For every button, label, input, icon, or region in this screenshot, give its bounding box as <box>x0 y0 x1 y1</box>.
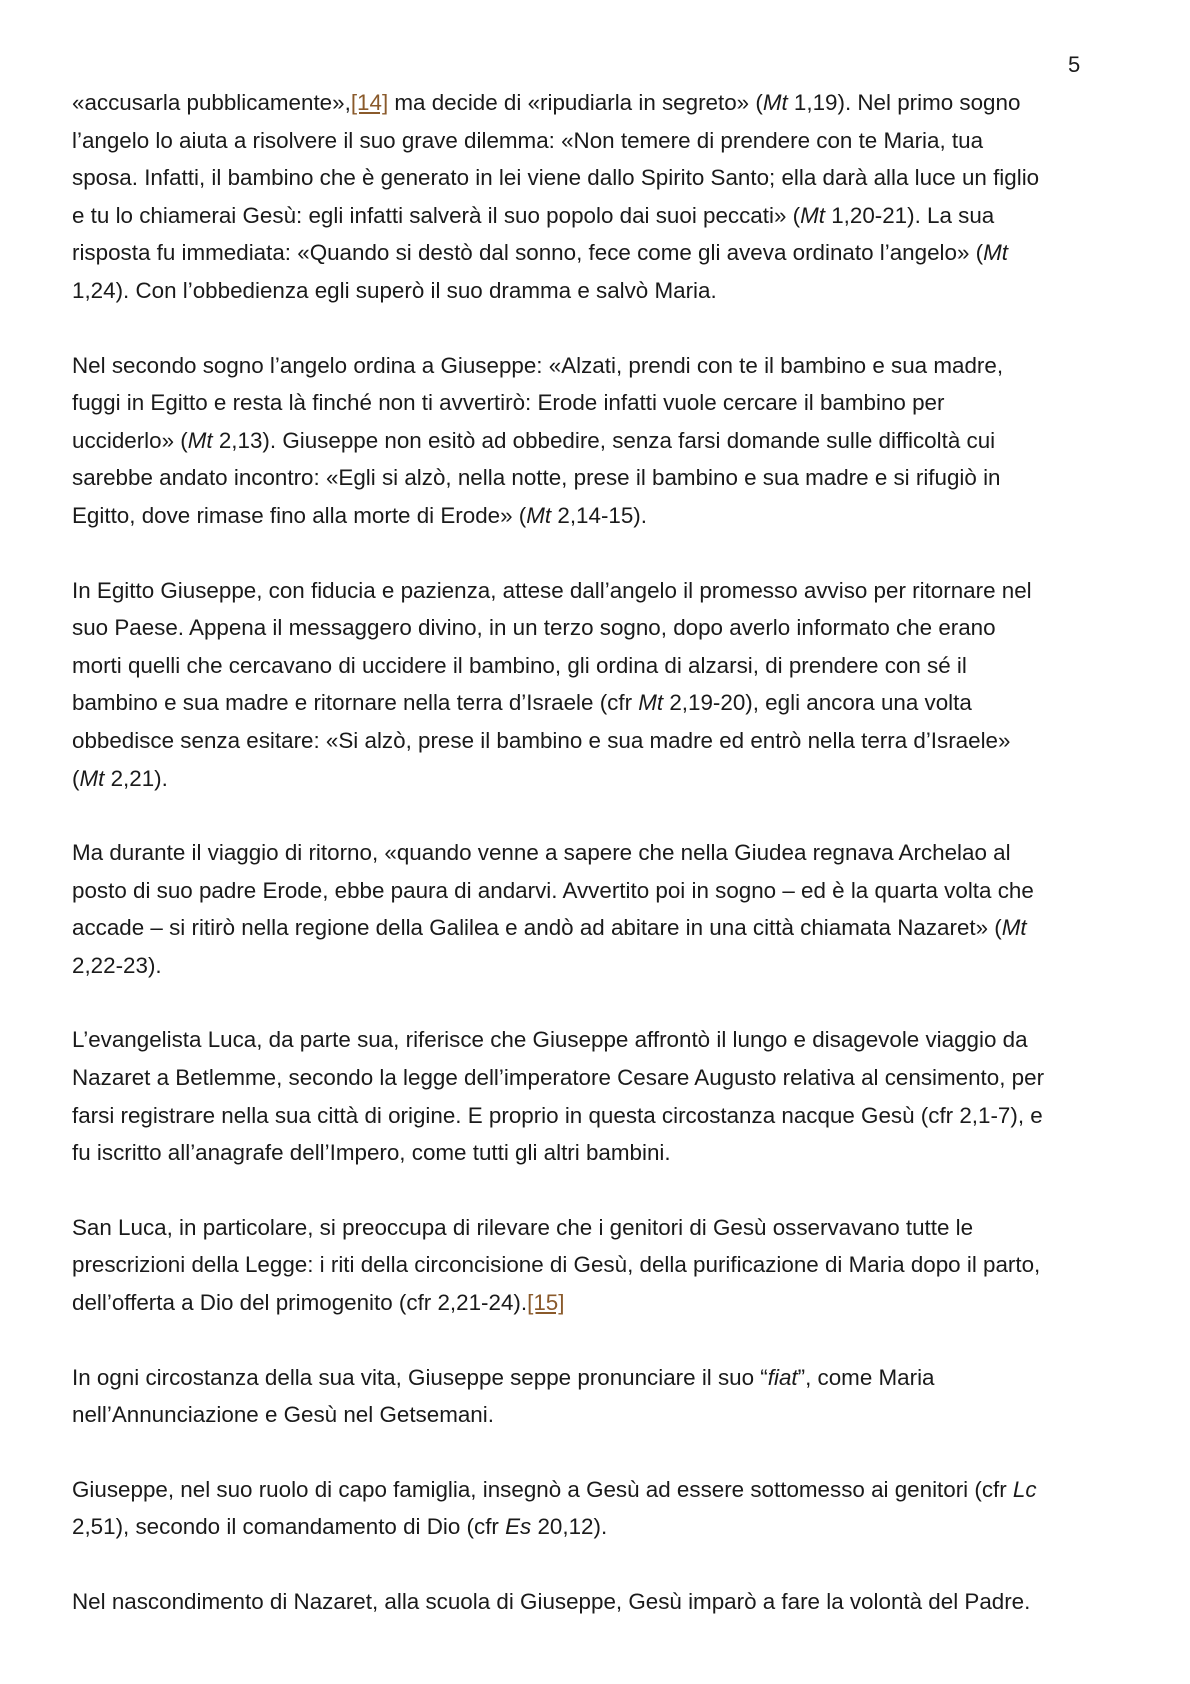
page-number: 5 <box>1068 52 1081 77</box>
text-line <box>72 84 1132 122</box>
text-segment: bambino e sua madre e ritornare nella terra d’Israele (cfr <box>72 690 639 716</box>
text-line <box>72 872 1132 910</box>
text-segment: Ma durante il viaggio di ritorno, «quando venne a sapere che nella Giudea regnava Archelao al <box>72 840 1011 866</box>
text-line <box>72 684 1132 722</box>
text-segment: e tu lo chiamerai Gesù: egli infatti salverà il suo popolo dai suoi peccati» ( <box>72 202 801 228</box>
paragraph <box>72 84 1132 310</box>
text-segment: 20,12). <box>531 1514 608 1540</box>
text-segment: posto di suo padre Erode, ebbe paura di andarvi. Avvertito poi in sogno – ed è la quarta volta che <box>72 877 1034 903</box>
text-line <box>72 1583 1132 1621</box>
text-line <box>72 1471 1132 1509</box>
paragraph <box>72 1209 1132 1322</box>
footnote-link[interactable]: [14] <box>350 90 389 115</box>
italic-reference: Mt <box>983 240 1008 266</box>
text-segment: San Luca, in particolare, si preoccupa di rilevare che i genitori di Gesù osservavano tutte le <box>72 1214 974 1240</box>
text-line <box>72 197 1132 235</box>
italic-reference: Mt <box>1001 915 1027 941</box>
italic-reference: Es <box>505 1514 532 1540</box>
text-segment: 2,51), secondo il comandamento di Dio (cfr <box>72 1514 506 1540</box>
text-segment: Nazaret a Betlemme, secondo la legge dell’imperatore Cesare Augusto relativa al censimento, per <box>72 1065 1045 1091</box>
text-line <box>72 459 1132 497</box>
text-line <box>72 384 1132 422</box>
text-line <box>72 422 1132 460</box>
text-line <box>72 909 1132 947</box>
text-line <box>72 1396 1132 1434</box>
italic-reference: Mt <box>187 427 213 453</box>
text-line <box>72 1059 1132 1097</box>
italic-reference: Mt <box>638 690 664 716</box>
paragraph <box>72 572 1132 798</box>
text-line <box>72 1246 1132 1284</box>
text-segment: dell’offerta a Dio del primogenito (cfr 2,21-24). <box>72 1290 528 1316</box>
text-segment: ma decide di «ripudiarla in segreto» ( <box>388 90 763 115</box>
text-segment: nell’Annunciazione e Gesù nel Getsemani. <box>72 1402 494 1428</box>
paragraph <box>72 1583 1132 1621</box>
text-segment: 2,19-20), egli ancora una volta <box>663 690 972 716</box>
text-line <box>72 159 1132 197</box>
text-segment: morti quelli che cercavano di uccidere il bambino, gli ordina di alzarsi, di prendere con sé il <box>72 652 967 678</box>
text-line <box>72 122 1132 160</box>
italic-reference: fiat <box>767 1364 798 1390</box>
text-line <box>72 1209 1132 1247</box>
text-line <box>72 947 1132 985</box>
text-segment: 2,13). Giuseppe non esitò ad obbedire, senza farsi domande sulle difficoltà cui <box>212 427 996 453</box>
footnote-link[interactable]: [15] <box>527 1290 565 1316</box>
paragraph <box>72 834 1132 984</box>
text-segment: sarebbe andato incontro: «Egli si alzò, nella notte, prese il bambino e sua madre e si rifugiò in <box>72 465 1001 491</box>
text-segment: fuggi in Egitto e resta là finché non ti avvertirò: Erode infatti vuole cercare il bambino per <box>72 390 945 416</box>
text-segment: 2,22-23). <box>72 952 162 978</box>
text-segment: suo Paese. Appena il messaggero divino, in un terzo sogno, dopo averlo informato che erano <box>72 615 996 641</box>
italic-reference: Lc <box>1012 1476 1037 1502</box>
text-segment: In Egitto Giuseppe, con fiducia e pazienza, attese dall’angelo il promesso avviso per ritornare nel <box>72 577 1032 603</box>
italic-reference: Mt <box>762 90 788 115</box>
text-segment: l’angelo lo aiuta a risolvere il suo grave dilemma: «Non temere di prendere con te Maria, tua <box>72 127 984 153</box>
text-line <box>72 647 1132 685</box>
text-segment: In ogni circostanza della sua vita, Giuseppe seppe pronunciare il suo “ <box>72 1364 768 1390</box>
text-segment: sposa. Infatti, il bambino che è generato in lei viene dallo Spirito Santo; ella darà alla luce un figlio <box>72 165 1040 191</box>
text-line <box>72 497 1132 535</box>
text-line <box>72 834 1132 872</box>
text-line <box>72 1508 1132 1546</box>
paragraph <box>72 347 1132 535</box>
paragraph <box>72 1021 1132 1171</box>
text-line <box>72 1097 1132 1135</box>
text-segment: «accusarla pubblicamente», <box>72 90 351 115</box>
text-segment: accade – si ritirò nella regione della Galilea e andò ad abitare in una città chiamata Nazaret» ( <box>72 915 1002 941</box>
text-line <box>72 272 1132 310</box>
text-line <box>72 760 1132 798</box>
text-line <box>72 609 1132 647</box>
italic-reference: Mt <box>79 765 105 791</box>
text-line <box>72 722 1132 760</box>
text-segment: Giuseppe, nel suo ruolo di capo famiglia, insegnò a Gesù ad essere sottomesso ai genitori (cfr <box>72 1476 1013 1502</box>
paragraph <box>72 1471 1132 1546</box>
italic-reference: Mt <box>800 202 825 228</box>
italic-reference: Mt <box>526 502 552 528</box>
text-segment: 1,19). Nel primo sogno <box>787 90 1021 115</box>
text-segment: ”, come Maria <box>797 1364 935 1390</box>
text-segment: fu iscritto all’anagrafe dell’Impero, come tutti gli altri bambini. <box>72 1140 671 1166</box>
text-segment: obbedisce senza esitare: «Si alzò, prese il bambino e sua madre ed entrò nella terra d’Israele» <box>72 727 1011 753</box>
text-segment: farsi registrare nella sua città di origine. E proprio in questa circostanza nacque Gesù (cfr 2,1-7), e <box>72 1102 1043 1128</box>
text-segment: Nel secondo sogno l’angelo ordina a Giuseppe: «Alzati, prendi con te il bambino e sua madre, <box>72 352 1004 378</box>
text-segment: prescrizioni della Legge: i riti della circoncisione di Gesù, della purificazione di Maria dopo il parto, <box>72 1252 1041 1278</box>
text-line <box>72 1134 1132 1172</box>
text-segment: 1,20-21). La sua <box>824 202 995 228</box>
text-segment: Egitto, dove rimase fino alla morte di Erode» ( <box>72 502 527 528</box>
text-line <box>72 1284 1132 1322</box>
document-body <box>72 84 1132 1658</box>
paragraph <box>72 1359 1132 1434</box>
text-segment: L’evangelista Luca, da parte sua, riferisce che Giuseppe affrontò il lungo e disagevole viaggio da <box>72 1027 1028 1053</box>
text-segment: risposta fu immediata: «Quando si destò dal sonno, fece come gli aveva ordinato l’angelo» ( <box>72 240 984 266</box>
text-segment: 1,24). Con l’obbedienza egli superò il suo dramma e salvò Maria. <box>72 277 717 303</box>
text-line <box>72 1021 1132 1059</box>
text-line <box>72 572 1132 610</box>
text-line <box>72 347 1132 385</box>
text-line <box>72 234 1132 272</box>
text-segment: ( <box>72 765 80 791</box>
text-segment: Nel nascondimento di Nazaret, alla scuola di Giuseppe, Gesù imparò a fare la volontà del Padre. <box>72 1589 1031 1614</box>
text-segment: ucciderlo» ( <box>72 427 188 453</box>
text-segment: 2,14-15). <box>551 502 647 528</box>
text-segment: 2,21). <box>104 765 168 791</box>
text-line <box>72 1359 1132 1397</box>
